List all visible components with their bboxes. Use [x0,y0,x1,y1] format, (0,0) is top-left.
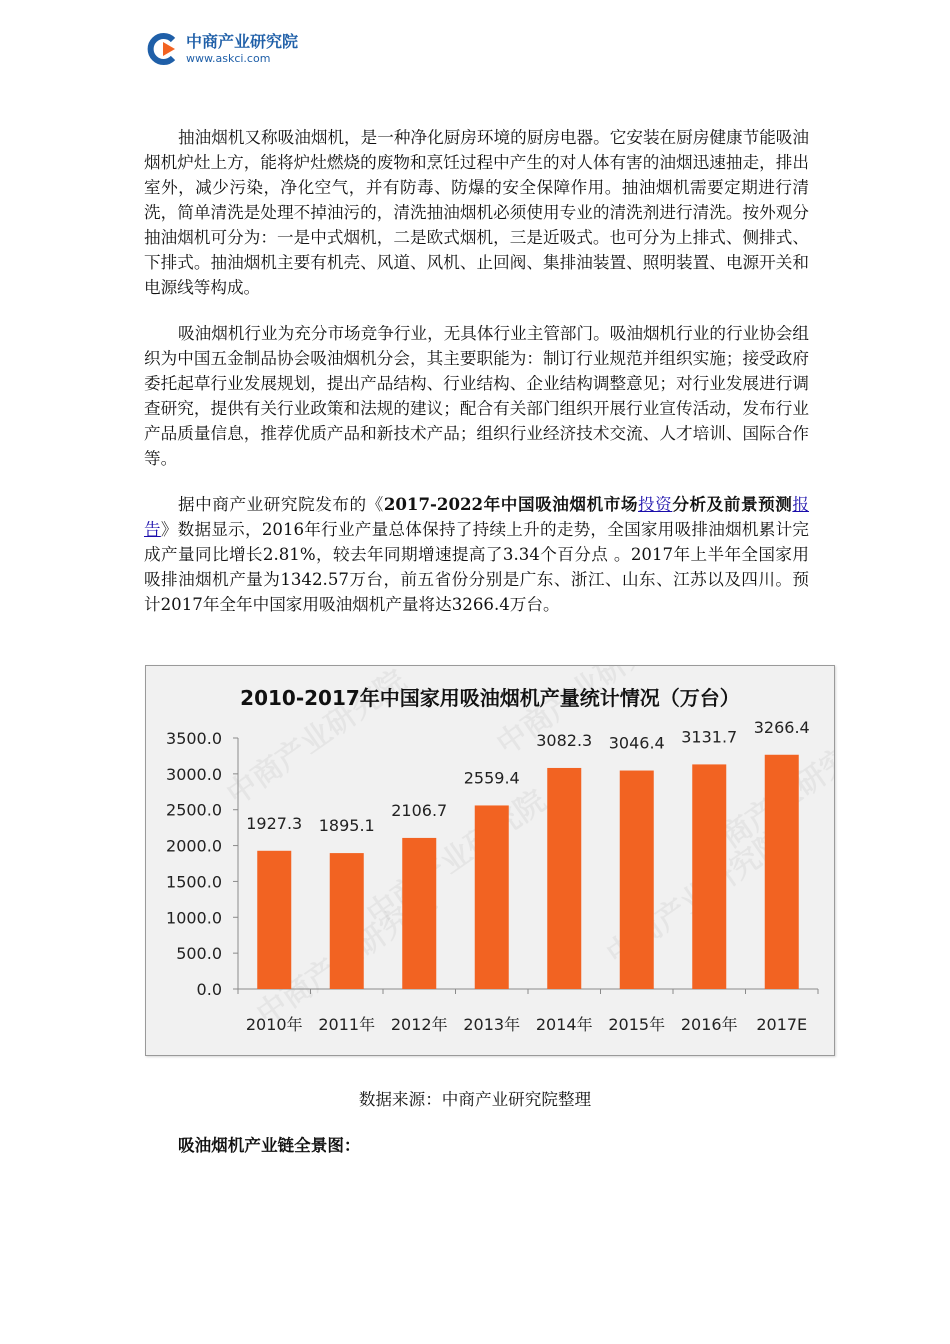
y-tick-label: 2500.0 [166,800,222,820]
production-chart [145,665,835,1056]
data-label: 1927.3 [246,813,303,833]
bar-2015年 [620,771,654,989]
chart-svg [146,666,834,1055]
bar-2016年 [692,764,726,989]
report-prefix: 据中商产业研究院发布的《 [178,495,384,514]
data-label: 3131.7 [681,727,738,747]
x-tick-label: 2013年 [463,1015,521,1034]
brand-url: www.askci.com [186,52,271,65]
bar-2013年 [475,805,509,989]
y-tick-label: 500.0 [176,944,222,964]
y-tick-label: 2000.0 [166,836,222,856]
askci-logo-icon [146,32,180,66]
section-subheading: 吸油烟机产业链全景图： [178,1135,361,1155]
data-label: 3046.4 [608,733,665,753]
investment-link[interactable]: 投资 [638,495,673,514]
x-tick-label: 2012年 [390,1015,448,1034]
y-tick-label: 0.0 [196,980,222,999]
y-tick-label: 1500.0 [166,872,222,892]
bar-2011年 [330,853,364,989]
data-label: 3082.3 [536,730,593,750]
bar-2014年 [547,768,581,989]
x-tick-label: 2015年 [608,1015,666,1034]
bar-2010年 [257,851,291,989]
data-label: 3266.4 [753,717,810,737]
x-tick-label: 2011年 [318,1015,376,1034]
y-tick-label: 3500.0 [166,729,222,748]
data-label: 2559.4 [463,768,520,788]
data-source-caption: 数据来源：中商产业研究院整理 [358,1090,592,1109]
brand-name: 中商产业研究院 [186,32,299,51]
report-suffix: 》数据显示，2016年行业产量总体保持了持续上升的走势，全国家用吸排油烟机累计完成产量同比增长2.81%，较去年同期增速提高了3.34个百分点 。2017年上半年全国家用吸排油烟机产量为1342.57万台，前五省份分别是广东、浙江、山东、江苏以及四川。预计2017年全年中国家用吸油烟机产量将达3266.4万台。 [144,520,810,614]
data-label: 1895.1 [318,816,375,836]
y-tick-label: 1000.0 [166,908,222,928]
paragraph-industry: 吸油烟机行业为充分市场竞争行业，无具体行业主管部门。吸油烟机行业的行业协会组织为中国五金制品协会吸油烟机分会，其主要职能为：制订行业规范并组织实施；接受政府委托起草行业发展规划，提出产品结构、行业结构、企业结构调整意见；对行业发展进行调查研究，提供有关行业政策和法规的建议；配合有关部门组织开展行业宣传活动，发布行业产品质量信息，推荐优质产品和新技术产品；组织行业经济技术交流、人才培训、国际合作等。 [144,324,809,468]
y-tick-label: 3000.0 [166,764,222,784]
report-link[interactable]: 报告 [144,495,810,539]
x-tick-label: 2014年 [535,1015,593,1034]
x-tick-label: 2017E [756,1015,808,1034]
data-label: 2106.7 [391,800,448,820]
x-tick-label: 2010年 [245,1015,303,1034]
paragraph-intro: 抽油烟机又称吸油烟机，是一种净化厨房环境的厨房电器。它安装在厨房健康节能吸油烟机炉灶上方，能将炉灶燃烧的废物和烹饪过程中产生的对人体有害的油烟迅速抽走，排出室外，减少污染，净化空气，并有防毒、防爆的安全保障作用。抽油烟机需要定期进行清洗，简单清洗是处理不掉油污的，清洗抽油烟机必须使用专业的清洗剂进行清洗。按外观分抽油烟机可分为：一是中式烟机，二是欧式烟机，三是近吸式。也可分为上排式、侧排式、下排式。抽油烟机主要有机壳、风道、风机、止回阀、集排油装置、照明装置、电源开关和电源线等构成。 [144,128,809,297]
report-title-a: 2017-2022年中国吸油烟机市场 [383,494,639,514]
bar-2012年 [402,838,436,989]
chart-title: 2010-2017年中国家用吸油烟机产量统计情况（万台） [240,686,740,710]
paragraph-report [144,492,809,617]
bar-2017E [765,755,799,989]
header-logo [146,32,298,66]
x-tick-label: 2016年 [680,1015,738,1034]
report-title-b: 分析及前景预测 [672,494,793,514]
